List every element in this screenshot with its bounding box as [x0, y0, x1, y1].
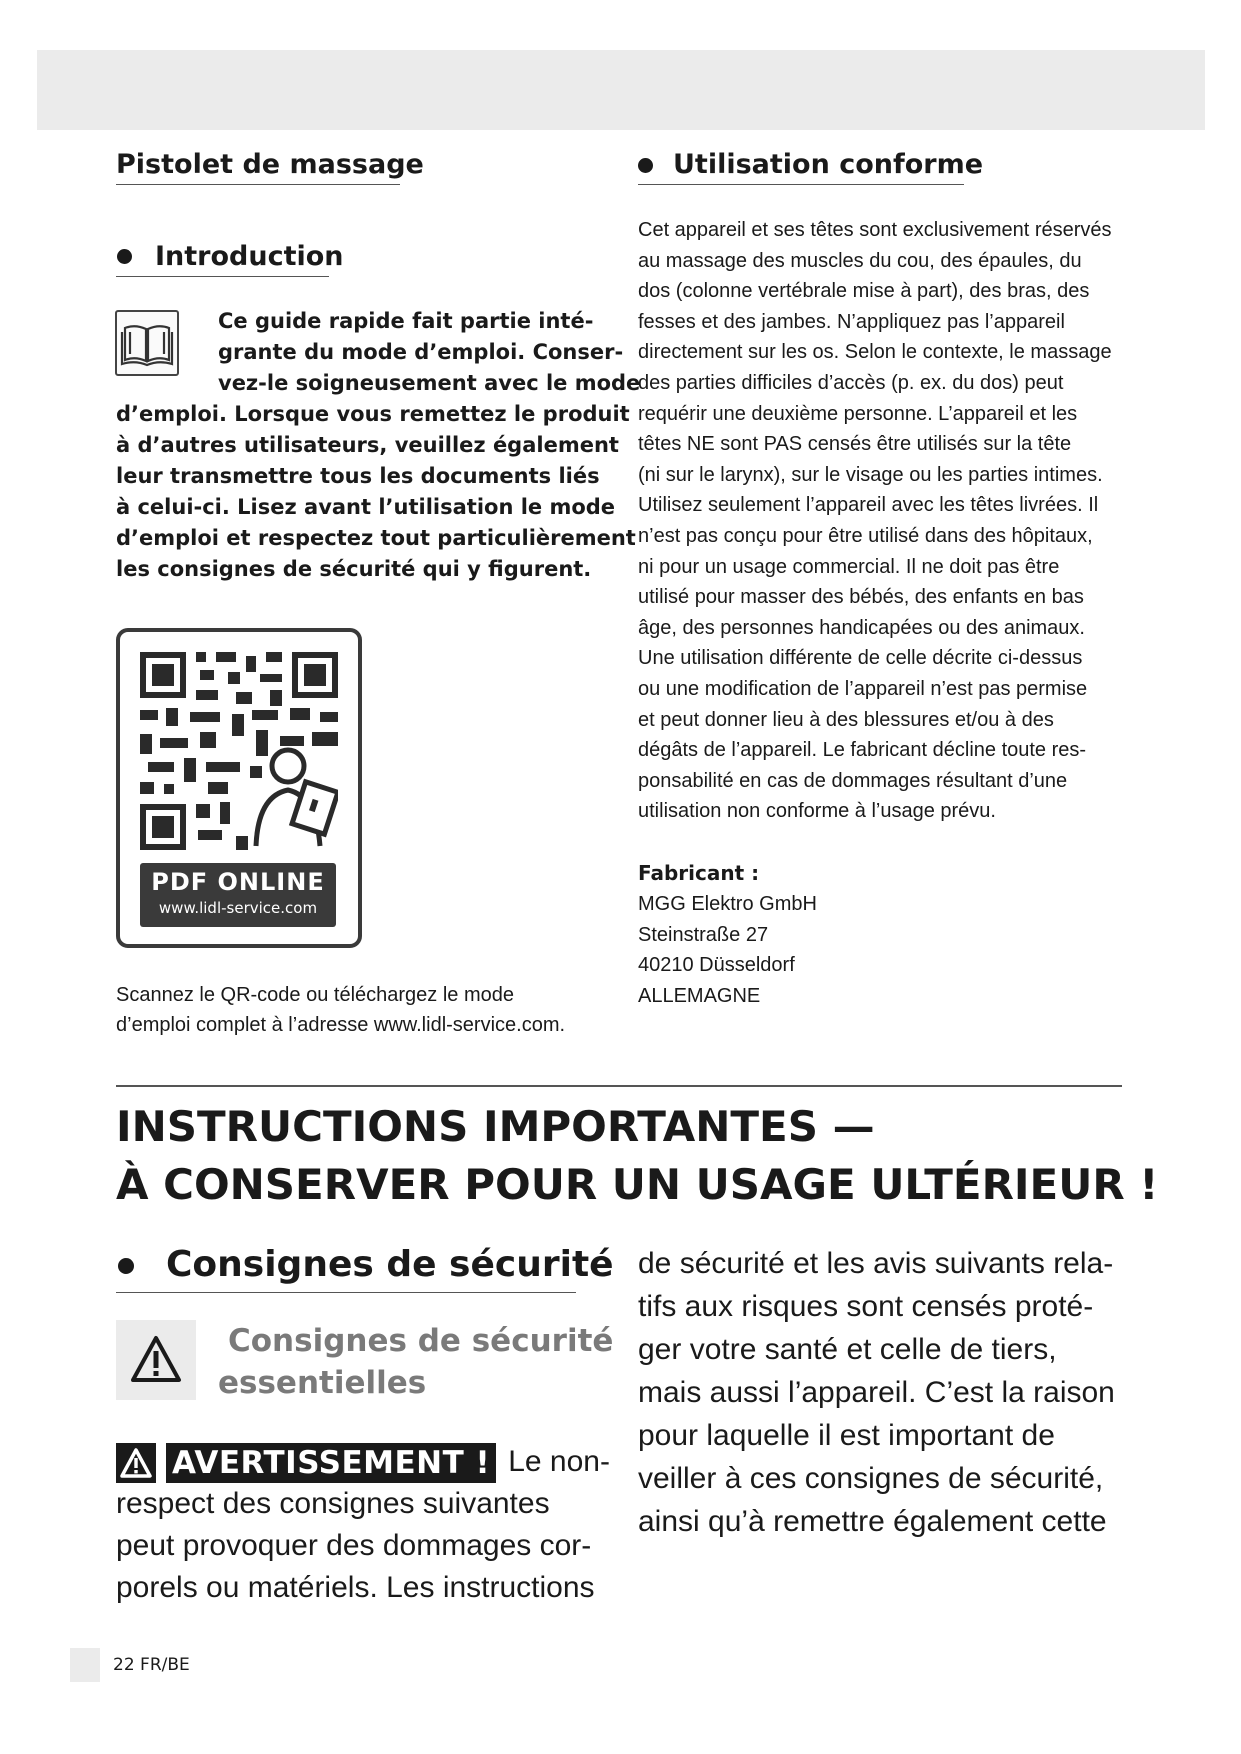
usage-line: ponsabilité en cas de dommages résultant d’une	[638, 769, 1068, 792]
manufacturer-line: ALLEMAGNE	[638, 984, 761, 1007]
usage-line: ni pour un usage commercial. Il ne doit pas être	[638, 555, 1060, 578]
safety-right-line: ger votre santé et celle de tiers,	[638, 1333, 1057, 1366]
intro-line: les consignes de sécurité qui y figurent.	[116, 557, 592, 581]
pdf-online-label: PDF ONLINE	[151, 868, 325, 896]
qr-caption	[116, 980, 565, 1040]
caption-line: d’emploi complet à l’adresse www.lidl-service.com.	[116, 1014, 566, 1036]
safety-right-line: pour laquelle il est important de	[638, 1419, 1055, 1452]
warning-first-line	[116, 1441, 610, 1483]
warning-badge-icon	[116, 1443, 156, 1483]
usage-line: utilisé pour masser des bébés, des enfants en bas	[638, 586, 1084, 609]
important-title	[116, 1098, 1158, 1214]
intro-line: à celui-ci. Lisez avant l’utilisation le mode	[116, 495, 616, 519]
safety-right-line: tifs aux risques sont censés proté-	[638, 1290, 1094, 1323]
usage-line: utilisation non conforme à l’usage prévu.	[638, 800, 996, 823]
manufacturer-label: Fabricant :	[638, 861, 760, 885]
usage-line: (ni sur le larynx), sur le visage ou les parties intimes.	[638, 463, 1103, 486]
safety-right-line: de sécurité et les avis suivants rela-	[638, 1247, 1114, 1280]
usage-line: et peut donner lieu à des blessures et/ou à des	[638, 708, 1054, 731]
warning-badge-label: AVERTISSEMENT !	[166, 1443, 496, 1483]
warning-sign-box	[116, 1320, 196, 1400]
usage-line: Cet appareil et ses têtes sont exclusivement réservés	[638, 219, 1112, 241]
safety-right-line: veiller à ces consignes de sécurité,	[638, 1462, 1104, 1495]
locale-label: FR/BE	[140, 1655, 190, 1675]
usage-heading-underline	[638, 184, 964, 185]
safety-sub-heading	[218, 1320, 613, 1404]
bullet-icon	[117, 249, 132, 264]
pdf-online-banner[interactable]	[140, 863, 336, 927]
safety-warning-left	[116, 1441, 610, 1609]
usage-line: fesses et des jambes. N’appliquez pas l’appareil	[638, 310, 1065, 333]
manufacturer-line: Steinstraße 27	[638, 923, 769, 946]
header-band	[37, 50, 1205, 130]
safety-warning-right	[638, 1242, 1115, 1543]
safety-left-line: respect des consignes suivantes	[116, 1487, 550, 1521]
book-icon	[115, 310, 179, 376]
safety-left-line: porels ou matériels. Les instructions	[116, 1571, 595, 1605]
section-divider	[116, 1085, 1122, 1087]
usage-line: directement sur les os. Selon le contexte, le massage	[638, 341, 1112, 364]
intro-paragraph-top	[218, 306, 640, 399]
manufacturer-line: MGG Elektro GmbH	[638, 893, 817, 915]
safety-left-line: Le non-	[508, 1445, 610, 1478]
safety-left-line: peut provoquer des dommages cor-	[116, 1529, 592, 1563]
safety-right-line: ainsi qu’à remettre également cette	[638, 1505, 1107, 1538]
intro-heading-underline	[116, 276, 329, 277]
intro-paragraph-bottom	[116, 399, 636, 585]
bullet-icon	[638, 158, 653, 173]
usage-heading: Utilisation conforme	[673, 149, 984, 180]
usage-line: âge, des personnes handicapées ou des animaux.	[638, 616, 1085, 639]
usage-line: requérir une deuxième personne. L’appareil et les	[638, 402, 1078, 425]
usage-line: têtes NE sont PAS censés être utilisés sur la tête	[638, 433, 1072, 456]
usage-line: au massage des muscles du cou, des épaules, du	[638, 249, 1082, 272]
safety-heading-underline	[116, 1292, 576, 1293]
intro-line: Ce guide rapide fait partie inté-	[218, 309, 594, 333]
product-title-underline	[116, 184, 400, 185]
page-number: 22	[113, 1655, 135, 1675]
usage-line: des parties difficiles d’accès (p. ex. du dos) peut	[638, 371, 1064, 394]
safety-right-line: mais aussi l’appareil. C’est la raison	[638, 1376, 1115, 1409]
usage-line: Une utilisation différente de celle décrite ci-dessus	[638, 647, 1083, 670]
important-title-line: INSTRUCTIONS IMPORTANTES —	[116, 1102, 875, 1151]
bullet-icon	[118, 1258, 134, 1274]
manufacturer-address	[638, 889, 817, 1011]
usage-line: dos (colonne vertébrale mise à part), des bras, des	[638, 280, 1090, 303]
intro-line: vez-le soigneusement avec le mode	[218, 371, 641, 395]
intro-line: d’emploi. Lorsque vous remettez le produit	[116, 402, 630, 426]
intro-line: à d’autres utilisateurs, veuillez également	[116, 433, 619, 457]
intro-heading: Introduction	[155, 241, 344, 272]
usage-line: n’est pas conçu pour être utilisé dans des hôpitaux,	[638, 524, 1093, 547]
important-title-line: À CONSERVER POUR UN USAGE ULTÉRIEUR !	[116, 1160, 1159, 1209]
qr-code-icon	[140, 652, 338, 850]
caption-line: Scannez le QR-code ou téléchargez le mode	[116, 984, 515, 1006]
sub-heading-line: essentielles	[218, 1365, 427, 1401]
intro-line: d’emploi et respectez tout particulièrement	[116, 526, 636, 550]
usage-paragraph	[638, 215, 1112, 827]
footer-marker	[70, 1648, 100, 1682]
sub-heading-line: Consignes de sécurité	[228, 1323, 614, 1359]
usage-line: ou une modification de l’appareil n’est pas permise	[638, 677, 1088, 700]
safety-heading: Consignes de sécurité	[166, 1244, 614, 1285]
usage-line: dégâts de l’appareil. Le fabricant décline toute res-	[638, 739, 1087, 762]
intro-line: leur transmettre tous les documents liés	[116, 464, 600, 488]
product-title: Pistolet de massage	[116, 149, 424, 180]
usage-line: Utilisez seulement l’appareil avec les têtes livrées. Il	[638, 494, 1099, 517]
warning-triangle-icon	[130, 1334, 182, 1384]
page-footer	[113, 1652, 190, 1678]
pdf-online-url[interactable]: www.lidl-service.com	[158, 899, 318, 917]
intro-line: grante du mode d’emploi. Conser-	[218, 340, 624, 364]
manufacturer-line: 40210 Düsseldorf	[638, 954, 795, 977]
